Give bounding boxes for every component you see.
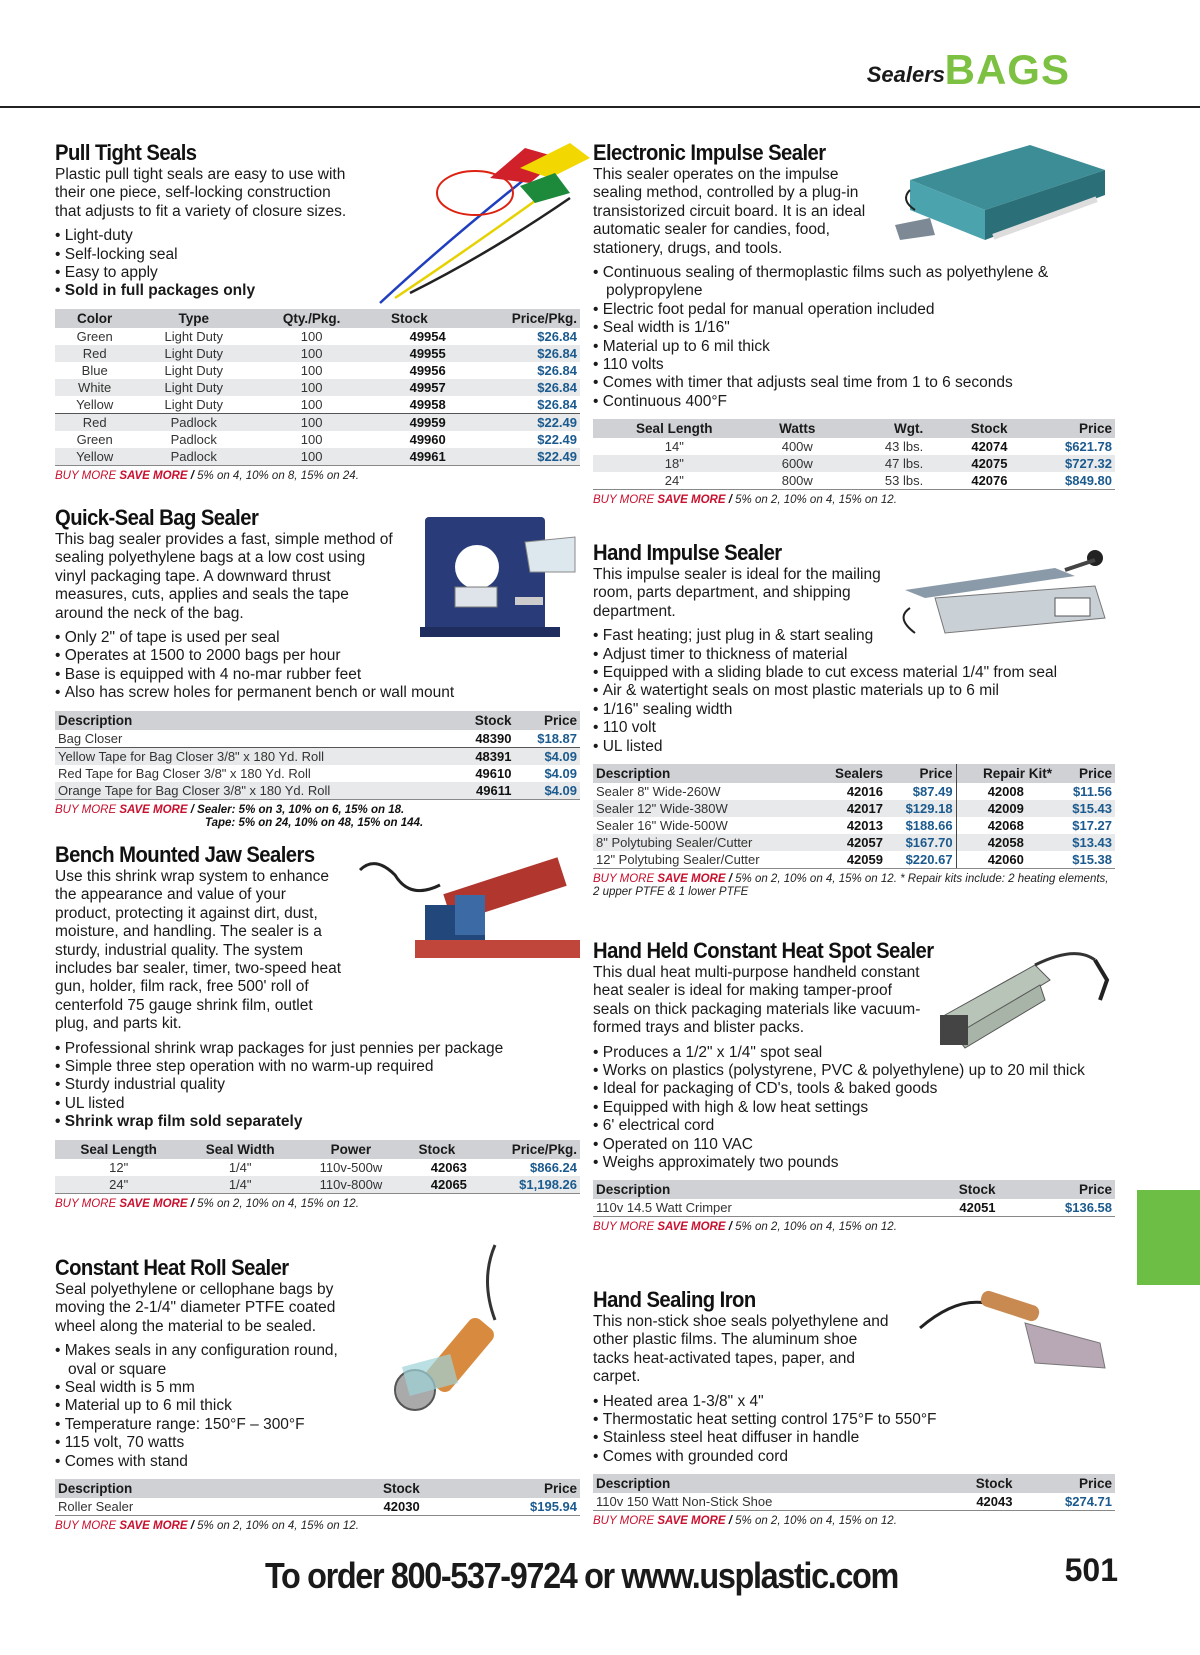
feature-item: • Comes with stand: [55, 1453, 355, 1471]
column-header: Color: [55, 309, 134, 328]
table-cell: $15.43: [1055, 800, 1115, 817]
table-cell: 110v 150 Watt Non-Stick Shoe: [593, 1493, 935, 1511]
column-header: Seal Length: [593, 419, 756, 438]
column-header: Qty./Pkg.: [253, 309, 370, 328]
product-description: This impulse sealer is ideal for the mailing room, parts department, and shipping department.: [593, 566, 881, 620]
table-cell: Light Duty: [134, 379, 253, 396]
order-contact-footer: To order 800-537-9724 or www.usplastic.com: [265, 1555, 898, 1596]
feature-item: • Equipped with a sliding blade to cut excess material 1/4" from seal: [593, 664, 1093, 682]
feature-item: • Shrink wrap film sold separately: [55, 1113, 580, 1131]
table-row: [55, 362, 580, 379]
column-header: Wgt.: [839, 419, 926, 438]
feature-item: • Air & watertight seals on most plastic materials up to 6 mil: [593, 682, 1093, 700]
table-cell: 24": [593, 472, 756, 490]
feature-item: • Material up to 6 mil thick: [593, 338, 1073, 356]
column-header: Description: [593, 764, 815, 783]
feature-item: • Adjust timer to thickness of material: [593, 646, 1093, 664]
table-cell: Orange Tape for Bag Closer 3/8" x 180 Yd. Roll: [55, 782, 453, 800]
table-cell: 110v-500w: [319, 1159, 383, 1175]
column-header: Stock: [370, 309, 449, 328]
feature-item: • UL listed: [593, 738, 1093, 756]
table-cell: 12": [109, 1159, 129, 1175]
buy-more-save-more: BUY MORE SAVE MORE / 5% on 2, 10% on 4, 15% on 12. * Repair kits include: 2 heating elements, 2 upper PTFE & 1 lower PTFE: [593, 873, 1109, 899]
table-row: [593, 1493, 1115, 1511]
feature-item: • Only 2" of tape is used per seal: [55, 629, 580, 647]
product-title: Hand Sealing Iron: [593, 1287, 756, 1312]
table-cell: Green: [76, 328, 113, 344]
table-cell: Light Duty: [164, 328, 224, 344]
table-cell: Yellow: [76, 396, 114, 412]
table-row: [593, 817, 1115, 834]
table-cell: 100: [300, 396, 323, 412]
table-cell: 49958: [409, 396, 446, 412]
header-divider: [0, 106, 1200, 108]
table-cell: Sealer 12" Wide-380W: [593, 800, 815, 817]
table-row: [55, 765, 580, 782]
table-cell: 42063: [430, 1159, 467, 1175]
table-cell: Light Duty: [134, 345, 253, 362]
table-cell: 53 lbs.: [839, 472, 926, 490]
table-cell: $26.84: [449, 345, 580, 362]
table-cell: White: [55, 379, 134, 396]
table-cell: 42076: [926, 472, 1010, 490]
column-header: Price: [1055, 764, 1115, 783]
table-cell: Sealer 8" Wide-260W: [596, 784, 721, 800]
feature-item: • Comes with timer that adjusts seal time from 1 to 6 seconds: [593, 374, 1073, 392]
column-header: Description: [55, 1479, 296, 1498]
section-subtitle: Sealers: [866, 62, 945, 87]
table-row: [55, 345, 580, 362]
electronic-impulse-image: [890, 140, 1115, 250]
feature-item: • Seal width is 5 mm: [55, 1379, 355, 1397]
product-description: Seal polyethylene or cellophane bags by moving the 2-1/4" diameter PTFE coated wheel along the material to be sealed.: [55, 1281, 336, 1335]
table-row: [55, 431, 580, 448]
table-cell: $4.09: [514, 782, 580, 800]
table-cell: 42030: [296, 1498, 423, 1516]
product-description: Use this shrink wrap system to enhance the appearance and value of your product, protecting it against dirt, dust, moisture, and handling. The sealer is a sturdy, industrial quality. The system includes bar sealer, timer, two-speed heat gun, holder, film rack, free 500' roll of centerfold 75 gauge shrink film, outlet plug, and parts kit.: [55, 868, 342, 1033]
feature-item: • Ideal for packaging of CD's, tools & baked goods: [593, 1080, 1113, 1098]
feature-list: [593, 1393, 1093, 1467]
table-cell: $13.43: [1055, 834, 1115, 851]
table-cell: 400w: [781, 439, 813, 455]
table-cell: $727.32: [1011, 455, 1116, 472]
column-header: Seal Length: [55, 1140, 182, 1159]
page-number: 501: [1064, 1552, 1118, 1588]
column-header: Price: [999, 1180, 1115, 1199]
table-cell: 42013: [846, 818, 883, 834]
table-cell: 100: [300, 431, 323, 447]
column-header: Repair Kit*: [956, 764, 1055, 783]
feature-item: • Stainless steel heat diffuser in handle: [593, 1429, 1093, 1447]
table-cell: 49610: [475, 765, 512, 781]
hand-impulse-table: [593, 764, 1115, 869]
buy-more-save-more: BUY MORE SAVE MORE / 5% on 2, 10% on 4, 15% on 12.: [55, 1197, 359, 1210]
table-cell: 43 lbs.: [884, 439, 924, 455]
table-cell: 100: [253, 379, 370, 396]
feature-item: • Operated on 110 VAC: [593, 1136, 1113, 1154]
table-cell: 100: [253, 448, 370, 466]
table-cell: Roller Sealer: [55, 1498, 296, 1516]
feature-item: • Base is equipped with 4 no-mar rubber feet: [55, 666, 580, 684]
table-cell: 1/4": [182, 1176, 298, 1194]
table-row: [55, 782, 580, 800]
table-cell: 42060: [956, 851, 1055, 869]
table-cell: 8" Polytubing Sealer/Cutter: [593, 834, 815, 851]
feature-item: • Also has screw holes for permanent bench or wall mount: [55, 684, 580, 702]
product-description: This sealer operates on the impulse sealing method, controlled by a plug-in transistorized circuit board. It is an ideal automatic sealer for candies, food, stationery, drugs, and tools.: [593, 166, 866, 257]
table-cell: 100: [300, 362, 323, 378]
feature-item: • Thermostatic heat setting control 175°F to 550°F: [593, 1411, 1093, 1429]
table-cell: $849.80: [1011, 472, 1116, 490]
table-cell: $129.18: [886, 800, 956, 817]
table-cell: Red Tape for Bag Closer 3/8" x 180 Yd. Roll: [58, 765, 311, 781]
table-cell: 42068: [956, 817, 1055, 834]
product-title: Hand Impulse Sealer: [593, 540, 782, 565]
feature-item: • Electric foot pedal for manual operation included: [593, 301, 1073, 319]
feature-list: [55, 1342, 355, 1471]
spot-sealer-image: [935, 940, 1115, 1055]
sealing-iron-image: [915, 1288, 1115, 1383]
section-title: BAGS: [944, 46, 1070, 93]
column-header: Price: [423, 1479, 580, 1498]
table-row: [593, 851, 1115, 869]
product-description: Plastic pull tight seals are easy to use with their one piece, self-locking construction that adjusts to fit a variety of closure sizes.: [55, 166, 347, 220]
table-cell: 42074: [971, 439, 1008, 455]
buy-more-save-more: BUY MORE SAVE MORE / 5% on 2, 10% on 4, 15% on 12.: [593, 494, 897, 507]
table-cell: 42008: [956, 783, 1055, 800]
feature-item: • Simple three step operation with no warm-up required: [55, 1058, 580, 1076]
bench-sealer-image: [355, 845, 580, 995]
electronic-impulse-table: [593, 419, 1115, 490]
table-row: [593, 834, 1115, 851]
quick-seal-table: [55, 711, 580, 800]
product-description: This bag sealer provides a fast, simple method of sealing polyethylene bags at a low cost using vinyl packaging tape. A downward thrust measures, cuts, applies and seals the tape around the neck of the bag.: [55, 531, 393, 622]
feature-list: [593, 264, 1073, 411]
feature-item: • Light-duty: [55, 227, 580, 245]
column-header: Stock: [453, 711, 514, 730]
table-row: [55, 1176, 580, 1194]
sealing-iron-table: [593, 1474, 1115, 1511]
table-cell: 49611: [453, 782, 514, 800]
table-cell: 47 lbs.: [839, 455, 926, 472]
feature-item: • Heated area 1-3/8" x 4": [593, 1393, 1093, 1411]
table-cell: 42016: [846, 784, 883, 800]
table-cell: $167.70: [886, 834, 956, 851]
table-cell: $220.67: [886, 851, 956, 869]
table-cell: 42057: [815, 834, 886, 851]
feature-item: • Seal width is 1/16": [593, 319, 1073, 337]
buy-more-tape: Tape: 5% on 24, 10% on 48, 15% on 144.: [205, 816, 424, 829]
table-cell: $22.49: [449, 448, 580, 466]
table-cell: Light Duty: [164, 362, 224, 378]
table-cell: 49957: [370, 379, 449, 396]
feature-item: • Professional shrink wrap packages for just pennies per package: [55, 1040, 580, 1058]
column-header: Stock: [905, 1180, 999, 1199]
column-header: Description: [593, 1474, 935, 1493]
feature-item: • Material up to 6 mil thick: [55, 1397, 355, 1415]
feature-item: • Easy to apply: [55, 264, 580, 282]
table-cell: 800w: [756, 472, 839, 490]
feature-item: • Continuous sealing of thermoplastic films such as polyethylene & polypropylene: [593, 264, 1073, 301]
table-cell: $4.09: [514, 747, 580, 765]
table-cell: 49954: [409, 328, 446, 344]
column-header: Sealers: [815, 764, 886, 783]
hand-impulse-image: [900, 548, 1115, 638]
bench-sealers-table: [55, 1140, 580, 1194]
table-cell: $22.49: [449, 413, 580, 431]
table-cell: 42065: [404, 1176, 470, 1194]
table-cell: $195.94: [423, 1498, 580, 1516]
table-cell: 42075: [926, 455, 1010, 472]
product-title: Pull Tight Seals: [55, 140, 197, 165]
table-cell: $26.84: [537, 328, 577, 344]
table-row: [593, 438, 1115, 455]
table-cell: $621.78: [1065, 439, 1112, 455]
table-cell: Red: [55, 345, 134, 362]
section-tab-marker: [1137, 1190, 1200, 1285]
column-header: Description: [593, 1180, 905, 1199]
product-title: Quick-Seal Bag Sealer: [55, 505, 259, 530]
table-cell: $15.38: [1055, 851, 1115, 869]
table-cell: 42043: [935, 1493, 1015, 1511]
table-cell: 42009: [956, 800, 1055, 817]
table-cell: $87.49: [912, 784, 953, 800]
table-cell: $26.84: [449, 379, 580, 396]
feature-item: • Weighs approximately two pounds: [593, 1154, 1113, 1172]
table-cell: 49955: [370, 345, 449, 362]
table-cell: Sealer 16" Wide-500W: [596, 818, 728, 834]
table-cell: $22.49: [537, 431, 577, 447]
product-title: Constant Heat Roll Sealer: [55, 1255, 289, 1280]
column-header: Price/Pkg.: [449, 309, 580, 328]
buy-more-save-more: BUY MORE SAVE MORE / Sealer: 5% on 3, 10% on 6, 15% on 18.: [55, 803, 405, 816]
table-cell: 600w: [756, 455, 839, 472]
table-cell: $26.84: [537, 396, 577, 412]
feature-item: • Temperature range: 150°F – 300°F: [55, 1416, 355, 1434]
table-cell: 18": [593, 455, 756, 472]
table-cell: Red: [55, 413, 134, 431]
table-cell: Padlock: [134, 413, 253, 431]
table-cell: 24": [55, 1176, 182, 1194]
table-cell: 14": [664, 439, 684, 455]
table-cell: 100: [253, 345, 370, 362]
pull-tight-seals-image: [370, 138, 595, 308]
table-cell: $11.56: [1072, 784, 1112, 800]
table-row: [55, 379, 580, 396]
column-header: Seal Width: [182, 1140, 298, 1159]
feature-item: • Continuous 400°F: [593, 393, 1073, 411]
table-cell: $188.66: [905, 818, 953, 834]
roll-sealer-table: [55, 1479, 580, 1516]
feature-item: • Equipped with high & low heat settings: [593, 1099, 1113, 1117]
feature-list: [593, 1044, 1113, 1173]
table-row: [55, 1498, 580, 1516]
product-title: Hand Held Constant Heat Spot Sealer: [593, 938, 934, 963]
table-cell: $26.84: [537, 362, 577, 378]
table-cell: $136.58: [999, 1199, 1115, 1217]
table-row: [55, 747, 580, 765]
feature-item: • 6' electrical cord: [593, 1117, 1113, 1135]
column-header: Price: [886, 764, 956, 783]
product-description: This non-stick shoe seals polyethylene and other plastic films. The aluminum shoe tacks heat-activated tapes, paper, and carpet.: [593, 1313, 889, 1386]
table-cell: Green: [76, 431, 113, 447]
column-header: Stock: [926, 419, 1010, 438]
feature-item: • 1/16" sealing width: [593, 701, 1093, 719]
table-cell: $1,198.26: [470, 1176, 580, 1194]
feature-list: [55, 1040, 580, 1132]
column-header: Price: [1011, 419, 1116, 438]
column-header: Stock: [935, 1474, 1015, 1493]
table-cell: 49960: [409, 431, 446, 447]
table-cell: Yellow Tape for Bag Closer 3/8" x 180 Yd. Roll: [55, 747, 453, 765]
table-cell: 49956: [409, 362, 446, 378]
pull-seals-table: [55, 309, 580, 466]
roll-sealer-image: [385, 1240, 535, 1415]
feature-item: • Self-locking seal: [55, 246, 580, 264]
product-title: Bench Mounted Jaw Sealers: [55, 842, 315, 867]
column-header: Description: [55, 711, 453, 730]
table-cell: $4.09: [544, 765, 577, 781]
table-cell: Yellow: [55, 448, 134, 466]
spot-sealer-table: [593, 1180, 1115, 1217]
column-header: Power: [298, 1140, 404, 1159]
table-cell: 110v-800w: [298, 1176, 404, 1194]
table-cell: $866.24: [530, 1159, 577, 1175]
table-cell: 48391: [453, 747, 514, 765]
table-cell: 48390: [475, 730, 512, 746]
column-header: Price: [514, 711, 580, 730]
table-cell: 1/4": [228, 1159, 252, 1175]
table-cell: 42059: [815, 851, 886, 869]
feature-item: • 110 volt: [593, 719, 1093, 737]
column-header: Stock: [404, 1140, 470, 1159]
table-row: [55, 1159, 580, 1176]
table-row: [55, 413, 580, 431]
table-cell: Light Duty: [164, 396, 224, 412]
feature-item: • Makes seals in any configuration round, oval or square: [55, 1342, 355, 1379]
table-cell: 49961: [370, 448, 449, 466]
table-cell: Padlock: [170, 431, 217, 447]
feature-list: [593, 627, 1093, 756]
table-row: [593, 1199, 1115, 1217]
feature-item: • 110 volts: [593, 356, 1073, 374]
buy-more-save-more: BUY MORE SAVE MORE / 5% on 2, 10% on 4, 15% on 12.: [55, 1520, 359, 1533]
table-cell: 42051: [905, 1199, 999, 1217]
buy-more-save-more: BUY MORE SAVE MORE / 5% on 4, 10% on 8, 15% on 24.: [55, 469, 359, 482]
table-cell: 42058: [956, 834, 1055, 851]
table-cell: 12" Polytubing Sealer/Cutter: [593, 851, 815, 869]
table-row: [55, 328, 580, 345]
table-cell: $18.87: [537, 730, 577, 746]
table-cell: $274.71: [1015, 1493, 1115, 1511]
feature-item: • Fast heating; just plug in & start sealing: [593, 627, 1093, 645]
buy-more-save-more: BUY MORE SAVE MORE / 5% on 2, 10% on 4, 15% on 12.: [593, 1515, 897, 1528]
product-title: Electronic Impulse Sealer: [593, 140, 826, 165]
feature-item: • Comes with grounded cord: [593, 1448, 1093, 1466]
feature-item: • Works on plastics (polystyrene, PVC & polyethylene) up to 20 mil thick: [593, 1062, 1113, 1080]
table-cell: 100: [253, 413, 370, 431]
table-row: [55, 396, 580, 414]
feature-item: • 115 volt, 70 watts: [55, 1434, 355, 1452]
table-cell: Bag Closer: [58, 730, 123, 746]
table-cell: $17.27: [1072, 818, 1112, 834]
column-header: Stock: [296, 1479, 423, 1498]
table-cell: 110v 14.5 Watt Crimper: [593, 1199, 905, 1217]
feature-item: • Produces a 1/2" x 1/4" spot seal: [593, 1044, 1113, 1062]
table-row: [593, 800, 1115, 817]
table-cell: 100: [300, 328, 323, 344]
feature-item: • UL listed: [55, 1095, 580, 1113]
column-header: Watts: [756, 419, 839, 438]
column-header: Type: [134, 309, 253, 328]
table-row: [55, 448, 580, 466]
table-row: [593, 783, 1115, 800]
table-cell: Padlock: [134, 448, 253, 466]
table-cell: Blue: [81, 362, 108, 378]
table-cell: 49959: [370, 413, 449, 431]
column-header: Price: [1015, 1474, 1115, 1493]
feature-item: • Sturdy industrial quality: [55, 1076, 580, 1094]
table-row: [593, 455, 1115, 472]
product-description: This dual heat multi-purpose handheld constant heat sealer is ideal for making tamper-proof seals on thick packaging materials like vacuum-formed trays and blister packs.: [593, 964, 921, 1037]
table-row: [593, 472, 1115, 490]
table-cell: 42017: [815, 800, 886, 817]
feature-item: • Operates at 1500 to 2000 bags per hour: [55, 647, 580, 665]
buy-more-save-more: BUY MORE SAVE MORE / 5% on 2, 10% on 4, 15% on 12.: [593, 1221, 897, 1234]
table-row: [55, 730, 580, 748]
column-header: Price/Pkg.: [470, 1140, 580, 1159]
feature-item: • Sold in full packages only: [55, 282, 580, 300]
quick-seal-image: [415, 512, 580, 642]
